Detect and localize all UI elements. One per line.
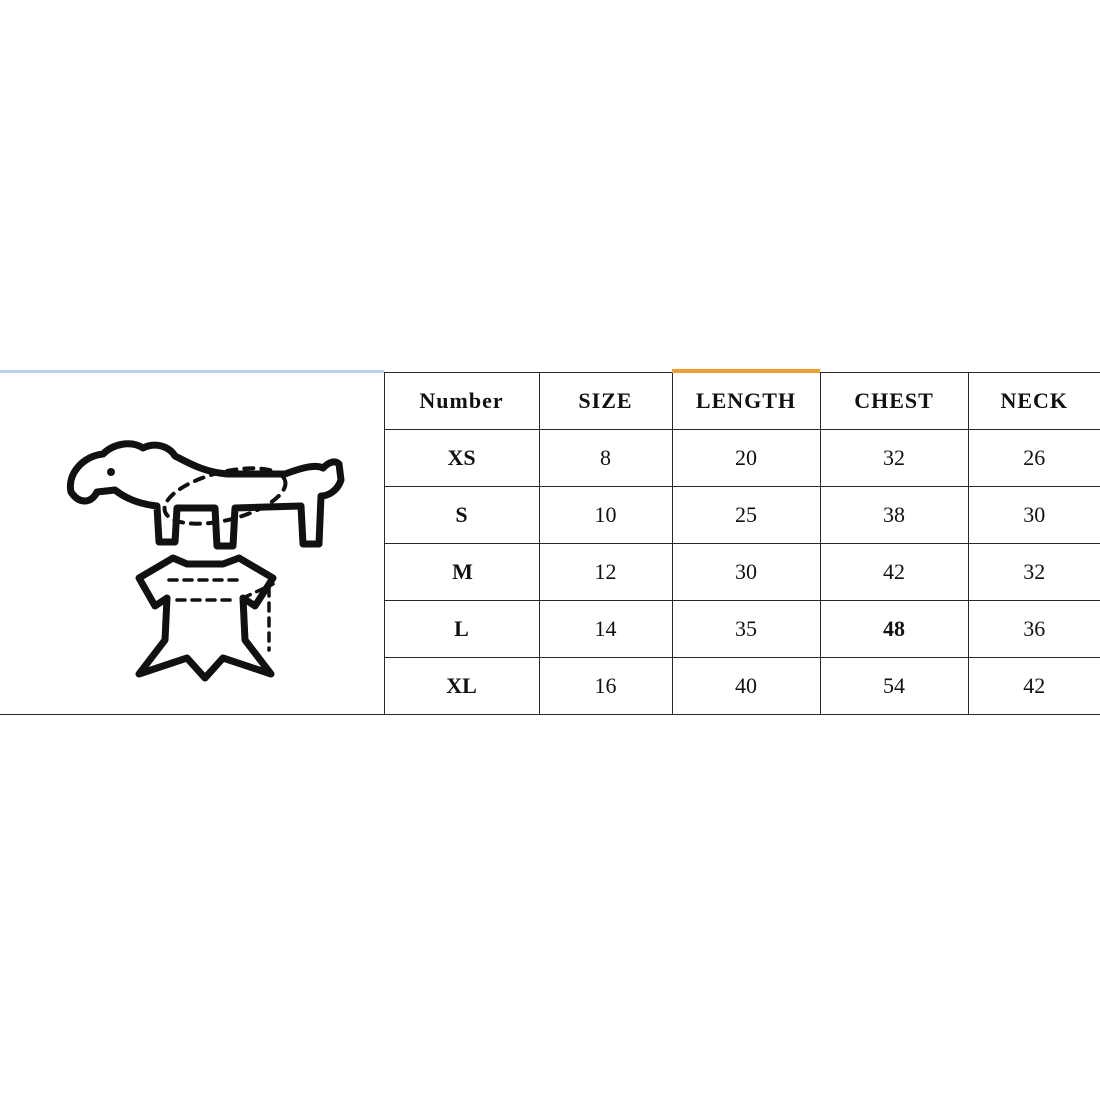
dog-and-garment-illustration: [27, 392, 357, 692]
cell-size-xs: 8: [539, 430, 672, 487]
cell-number-xs: XS: [384, 430, 539, 487]
cell-length-l: 35: [672, 601, 820, 658]
column-header-chest: CHEST: [820, 373, 968, 430]
cell-size-s: 10: [539, 487, 672, 544]
cell-length-xl: 40: [672, 658, 820, 715]
size-chart-container: [0, 372, 1100, 715]
table-header-row: [0, 373, 1100, 430]
cell-number-l: L: [384, 601, 539, 658]
column-header-number: Number: [384, 373, 539, 430]
illustration-cell: [0, 373, 384, 715]
cell-length-xs: 20: [672, 430, 820, 487]
column-header-length: LENGTH: [672, 373, 820, 430]
cell-chest-m: 42: [820, 544, 968, 601]
cell-neck-xs: 26: [968, 430, 1100, 487]
cell-length-s: 25: [672, 487, 820, 544]
cell-neck-s: 30: [968, 487, 1100, 544]
top-blue-rule: [0, 370, 384, 373]
size-chart-table: [0, 372, 1100, 715]
cell-neck-m: 32: [968, 544, 1100, 601]
cell-number-xl: XL: [384, 658, 539, 715]
cell-size-l: 14: [539, 601, 672, 658]
cell-neck-l: 36: [968, 601, 1100, 658]
cell-size-xl: 16: [539, 658, 672, 715]
cell-size-m: 12: [539, 544, 672, 601]
cell-number-m: M: [384, 544, 539, 601]
cell-chest-s: 38: [820, 487, 968, 544]
column-header-neck: NECK: [968, 373, 1100, 430]
cell-chest-l: 48: [820, 601, 968, 658]
cell-chest-xl: 54: [820, 658, 968, 715]
cell-number-s: S: [384, 487, 539, 544]
cell-length-m: 30: [672, 544, 820, 601]
cell-chest-xs: 32: [820, 430, 968, 487]
column-header-size: SIZE: [539, 373, 672, 430]
cell-neck-xl: 42: [968, 658, 1100, 715]
